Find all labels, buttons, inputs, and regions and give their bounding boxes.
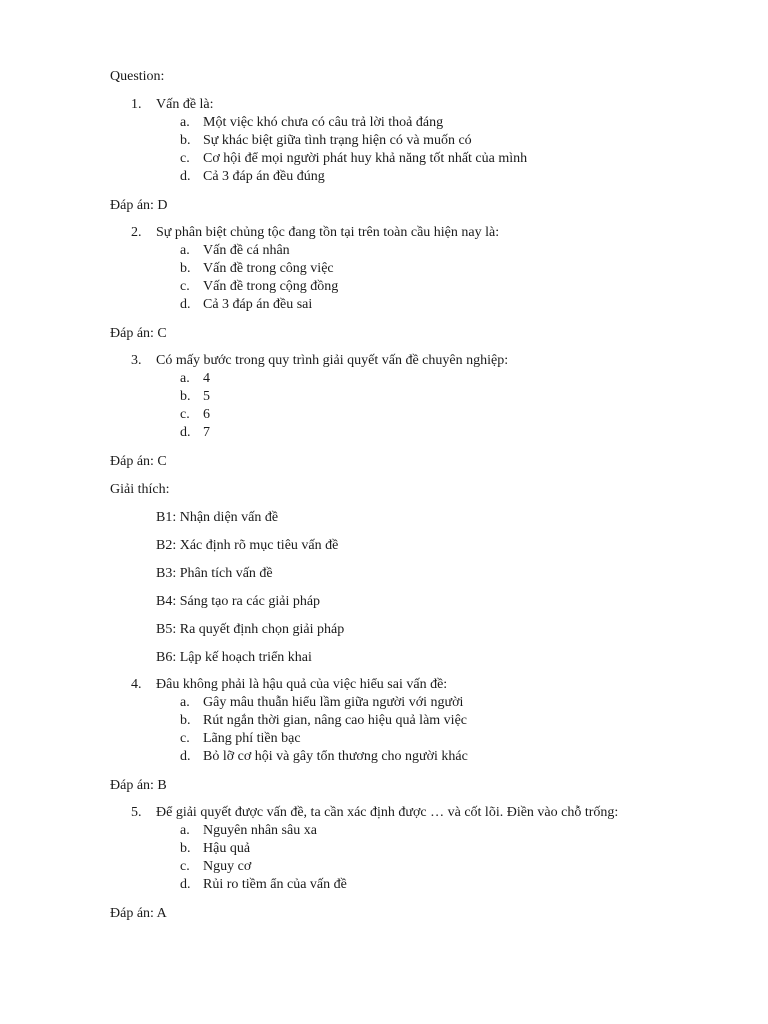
question-5-option-a: Nguyên nhân sâu xa <box>203 823 317 838</box>
question-1-option-b: Sự khác biệt giữa tình trạng hiện có và muốn có <box>203 133 472 148</box>
question-1-option-c-letter: c. <box>180 151 190 166</box>
question-3-option-d-letter: d. <box>180 425 191 440</box>
question-2-answer: Đáp án: C <box>110 326 167 341</box>
question-2-option-a: Vấn đề cá nhân <box>203 243 290 258</box>
question-2-option-d: Cả 3 đáp án đều sai <box>203 297 313 312</box>
question-4-option-d: Bỏ lỡ cơ hội và gây tổn thương cho người khác <box>203 749 468 764</box>
question-3-option-b: 5 <box>203 389 210 404</box>
question-1-answer: Đáp án: D <box>110 198 168 213</box>
explanation-label: Giải thích: <box>110 482 170 497</box>
question-5-option-b: Hậu quả <box>203 841 251 856</box>
question-5-text: Để giải quyết được vấn đề, ta cần xác định được … và cốt lõi. Điền vào chỗ trống: <box>156 805 619 820</box>
question-4-number: 4. <box>131 677 142 692</box>
question-5-option-d-letter: d. <box>180 877 191 892</box>
question-3-option-a: 4 <box>203 371 210 386</box>
question-1-option-c: Cơ hội để mọi người phát huy khả năng tốt nhất của mình <box>203 151 528 166</box>
question-2-option-a-letter: a. <box>180 243 190 258</box>
question-4-option-a-letter: a. <box>180 695 190 710</box>
question-5-option-b-letter: b. <box>180 841 191 856</box>
question-2-option-c-letter: c. <box>180 279 190 294</box>
question-5-option-c: Nguy cơ <box>203 859 252 874</box>
question-4-text: Đâu không phải là hậu quả của việc hiểu sai vấn đề: <box>156 677 448 692</box>
question-4-option-a: Gây mâu thuẫn hiểu lầm giữa người với người <box>203 695 464 710</box>
explanation-step-4: B4: Sáng tạo ra các giải pháp <box>156 594 321 609</box>
question-5-number: 5. <box>131 805 142 820</box>
question-5-option-c-letter: c. <box>180 859 190 874</box>
question-1-option-a-letter: a. <box>180 115 190 130</box>
explanation-step-2: B2: Xác định rõ mục tiêu vấn đề <box>156 538 339 553</box>
explanation-step-5: B5: Ra quyết định chọn giải pháp <box>156 622 345 637</box>
question-2-number: 2. <box>131 225 142 240</box>
question-4-option-b: Rút ngắn thời gian, nâng cao hiệu quả làm việc <box>203 713 467 728</box>
question-2-option-d-letter: d. <box>180 297 191 312</box>
question-4-option-c: Lãng phí tiền bạc <box>203 731 301 746</box>
question-3-option-b-letter: b. <box>180 389 191 404</box>
question-3-option-c-letter: c. <box>180 407 190 422</box>
question-2-text: Sự phân biệt chủng tộc đang tồn tại trên toàn cầu hiện nay là: <box>156 225 500 240</box>
explanation-step-6: B6: Lập kế hoạch triển khai <box>156 650 312 665</box>
question-4-option-d-letter: d. <box>180 749 191 764</box>
question-1-number: 1. <box>131 97 142 112</box>
question-3-number: 3. <box>131 353 142 368</box>
question-2-option-c: Vấn đề trong cộng đồng <box>203 279 339 294</box>
question-5-option-a-letter: a. <box>180 823 190 838</box>
question-4-option-c-letter: c. <box>180 731 190 746</box>
question-1-text: Vấn đề là: <box>156 97 214 112</box>
question-1-option-a: Một việc khó chưa có câu trả lời thoả đáng <box>203 115 444 130</box>
question-4-option-b-letter: b. <box>180 713 191 728</box>
question-3-option-a-letter: a. <box>180 371 190 386</box>
question-heading: Question: <box>110 69 165 84</box>
question-3-option-d: 7 <box>203 425 210 440</box>
explanation-step-1: B1: Nhận diện vấn đề <box>156 510 279 525</box>
question-5-option-d: Rủi ro tiềm ẩn của vấn đề <box>203 877 347 892</box>
question-1-option-b-letter: b. <box>180 133 191 148</box>
question-2-option-b-letter: b. <box>180 261 191 276</box>
question-1-option-d-letter: d. <box>180 169 191 184</box>
question-4-answer: Đáp án: B <box>110 778 167 793</box>
question-2-option-b: Vấn đề trong công việc <box>203 261 334 276</box>
explanation-step-3: B3: Phân tích vấn đề <box>156 566 273 581</box>
question-3-answer: Đáp án: C <box>110 454 167 469</box>
question-3-option-c: 6 <box>203 407 210 422</box>
question-1-option-d: Cả 3 đáp án đều đúng <box>203 169 325 184</box>
question-3-text: Có mấy bước trong quy trình giải quyết vấn đề chuyên nghiệp: <box>156 353 509 368</box>
question-5-answer: Đáp án: A <box>110 906 167 921</box>
